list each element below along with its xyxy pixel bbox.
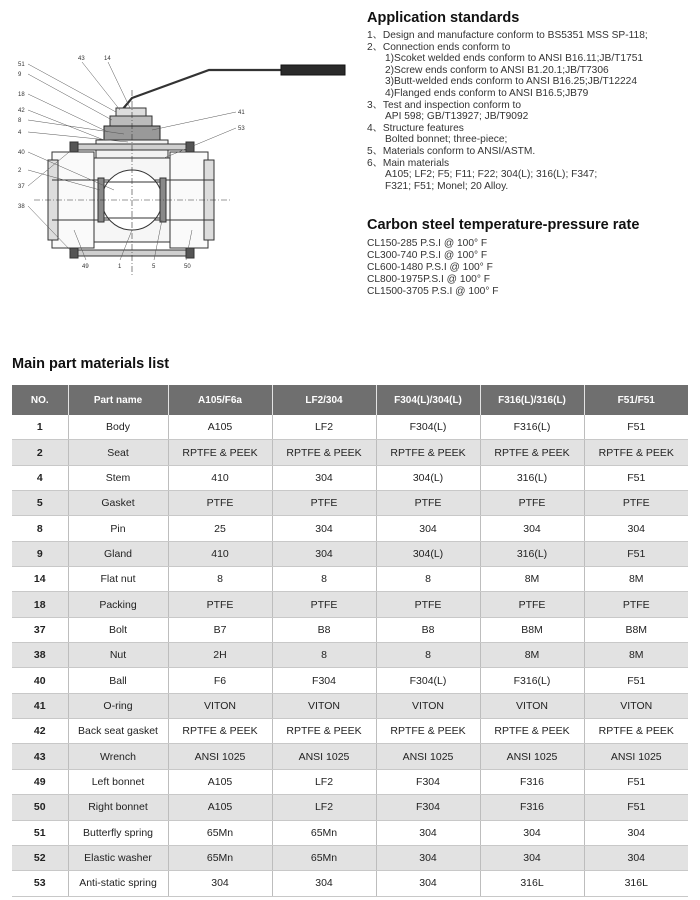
material-cell: F304	[376, 769, 480, 794]
pressure-rating-item: CL150-285 P.S.I @ 100° F	[367, 238, 488, 250]
material-cell: RPTFE & PEEK	[584, 719, 688, 744]
material-cell: 410	[168, 465, 272, 490]
part-name-cell: Stem	[68, 465, 168, 490]
standard-item	[367, 123, 697, 135]
standard-text: Main materials	[382, 157, 450, 169]
material-cell: RPTFE & PEEK	[376, 719, 480, 744]
standard-number: 5、	[367, 145, 383, 157]
material-cell: 410	[168, 541, 272, 566]
valve-cross-section-drawing	[4, 30, 360, 280]
part-name-cell: Gasket	[68, 491, 168, 516]
callout-label: 18	[18, 92, 25, 98]
table-row	[12, 592, 688, 617]
material-cell: ANSI 1025	[376, 744, 480, 769]
part-name-cell: Ball	[68, 668, 168, 693]
part-number-cell: 51	[12, 820, 68, 845]
material-cell: RPTFE & PEEK	[272, 440, 376, 465]
standard-subitem: F321; F51; Monel; 20 Alloy.	[385, 180, 509, 192]
material-cell: VITON	[272, 693, 376, 718]
part-name-cell: Nut	[68, 643, 168, 668]
material-cell: 316L	[584, 871, 688, 896]
callout-label: 5	[152, 264, 156, 270]
wrench-handle	[122, 70, 289, 110]
table-row	[12, 668, 688, 693]
application-standards-list	[367, 30, 697, 192]
material-cell: VITON	[584, 693, 688, 718]
material-cell: 2H	[168, 643, 272, 668]
table-row	[12, 415, 688, 440]
material-cell: 8	[272, 567, 376, 592]
material-cell: 304	[376, 820, 480, 845]
material-cell: F316(L)	[480, 668, 584, 693]
table-header-row	[12, 385, 688, 415]
pressure-rating-item: CL600-1480 P.S.I @ 100° F	[367, 262, 493, 274]
material-cell: VITON	[480, 693, 584, 718]
material-cell: B8M	[480, 617, 584, 642]
table-row	[12, 541, 688, 566]
material-cell: ANSI 1025	[168, 744, 272, 769]
material-cell: F304(L)	[376, 415, 480, 440]
standard-item	[367, 30, 697, 42]
callout-label: 14	[104, 56, 111, 62]
material-cell: RPTFE & PEEK	[272, 719, 376, 744]
callout-label: 51	[18, 62, 25, 68]
callout-label: 4	[18, 130, 22, 136]
callout-label: 38	[18, 204, 25, 210]
standard-text: Structure features	[382, 122, 464, 134]
material-cell: VITON	[376, 693, 480, 718]
callout-label: 37	[18, 184, 25, 190]
material-cell: 304(L)	[376, 465, 480, 490]
material-cell: 304(L)	[376, 541, 480, 566]
material-cell: ANSI 1025	[480, 744, 584, 769]
material-cell: PTFE	[376, 592, 480, 617]
callout-label: 2	[18, 168, 22, 174]
part-number-cell: 18	[12, 592, 68, 617]
table-row	[12, 491, 688, 516]
callout-label: 41	[238, 110, 245, 116]
standard-number: 6、	[367, 157, 383, 169]
standard-item	[367, 42, 697, 54]
table-row	[12, 845, 688, 870]
table-row	[12, 693, 688, 718]
column-header: F304(L)/304(L)	[376, 385, 480, 415]
part-name-cell: Body	[68, 415, 168, 440]
material-cell: 8M	[584, 643, 688, 668]
material-cell: 304	[376, 516, 480, 541]
column-header: LF2/304	[272, 385, 376, 415]
material-cell: 8M	[584, 567, 688, 592]
part-name-cell: Butterfly spring	[68, 820, 168, 845]
material-cell: 65Mn	[168, 820, 272, 845]
material-cell: 304	[480, 845, 584, 870]
part-name-cell: Bolt	[68, 617, 168, 642]
material-cell: PTFE	[272, 592, 376, 617]
part-number-cell: 14	[12, 567, 68, 592]
material-cell: F51	[584, 541, 688, 566]
temperature-pressure-list	[367, 238, 697, 298]
part-name-cell: O-ring	[68, 693, 168, 718]
material-cell: 8	[376, 643, 480, 668]
callout-label: 49	[82, 264, 89, 270]
callout-label: 43	[78, 56, 85, 62]
table-body	[12, 415, 688, 896]
part-number-cell: 50	[12, 795, 68, 820]
material-cell: 316(L)	[480, 465, 584, 490]
part-name-cell: Wrench	[68, 744, 168, 769]
standard-subitem: 4)Flanged ends conform to ANSI B16.5;JB79	[385, 87, 589, 99]
material-cell: 65Mn	[168, 845, 272, 870]
part-number-cell: 4	[12, 465, 68, 490]
part-number-cell: 8	[12, 516, 68, 541]
material-cell: F316	[480, 795, 584, 820]
gland	[110, 116, 152, 126]
table-row	[12, 465, 688, 490]
material-cell: 65Mn	[272, 845, 376, 870]
material-cell: F304(L)	[376, 668, 480, 693]
material-cell: 304	[480, 820, 584, 845]
wrench-grip	[281, 65, 345, 75]
callout-label: 9	[18, 72, 22, 78]
part-number-cell: 49	[12, 769, 68, 794]
material-cell: A105	[168, 769, 272, 794]
part-name-cell: Seat	[68, 440, 168, 465]
standard-number: 2、	[367, 41, 383, 53]
table-row	[12, 820, 688, 845]
material-cell: RPTFE & PEEK	[480, 440, 584, 465]
part-number-cell: 2	[12, 440, 68, 465]
material-cell: 8	[168, 567, 272, 592]
material-cell: 8M	[480, 567, 584, 592]
standard-subitem: 3)Butt-welded ends conform to ANSI B16.25;JB/T12224	[385, 76, 638, 88]
part-number-cell: 43	[12, 744, 68, 769]
material-cell: 316(L)	[480, 541, 584, 566]
material-cell: RPTFE & PEEK	[168, 440, 272, 465]
material-cell: F304	[272, 668, 376, 693]
part-name-cell: Flat nut	[68, 567, 168, 592]
part-number-cell: 38	[12, 643, 68, 668]
material-cell: PTFE	[584, 592, 688, 617]
material-cell: ANSI 1025	[272, 744, 376, 769]
part-name-cell: Back seat gasket	[68, 719, 168, 744]
right-column	[367, 9, 697, 298]
material-cell: A105	[168, 795, 272, 820]
standard-text: Materials conform to ANSI/ASTM.	[382, 145, 536, 157]
material-cell: LF2	[272, 415, 376, 440]
stem-nut	[116, 108, 146, 116]
material-cell: F51	[584, 668, 688, 693]
table-row	[12, 567, 688, 592]
material-cell: 65Mn	[272, 820, 376, 845]
material-cell: 304	[584, 820, 688, 845]
material-cell: 304	[480, 516, 584, 541]
part-number-cell: 9	[12, 541, 68, 566]
callout-label: 42	[18, 108, 25, 114]
material-cell: F51	[584, 415, 688, 440]
material-cell: RPTFE & PEEK	[168, 719, 272, 744]
temperature-pressure-title: Carbon steel temperature-pressure rate	[367, 217, 640, 234]
part-number-cell: 1	[12, 415, 68, 440]
standard-number: 1、	[367, 30, 383, 41]
part-name-cell: Left bonnet	[68, 769, 168, 794]
part-number-cell: 37	[12, 617, 68, 642]
material-cell: 304	[272, 516, 376, 541]
column-header: F316(L)/316(L)	[480, 385, 584, 415]
material-cell: B8	[376, 617, 480, 642]
material-cell: F51	[584, 465, 688, 490]
part-number-cell: 40	[12, 668, 68, 693]
part-number-cell: 42	[12, 719, 68, 744]
material-cell: 304	[272, 465, 376, 490]
part-name-cell: Right bonnet	[68, 795, 168, 820]
material-cell: 304	[168, 871, 272, 896]
material-cell: PTFE	[376, 491, 480, 516]
material-cell: 304	[376, 845, 480, 870]
material-cell: 316L	[480, 871, 584, 896]
pressure-rating-item: CL300-740 P.S.I @ 100° F	[367, 250, 488, 262]
application-standards-title: Application standards	[367, 10, 520, 26]
standard-item	[367, 158, 697, 170]
part-number-cell: 52	[12, 845, 68, 870]
material-cell: 8	[376, 567, 480, 592]
standard-subitem: 2)Screw ends conform to ANSI B1.20.1;JB/T7306	[385, 64, 609, 76]
standard-number: 3、	[367, 99, 383, 111]
part-name-cell: Pin	[68, 516, 168, 541]
material-cell: PTFE	[272, 491, 376, 516]
material-cell: 8M	[480, 643, 584, 668]
part-name-cell: Packing	[68, 592, 168, 617]
standard-text: Test and inspection conform to	[382, 99, 522, 111]
material-cell: B8	[272, 617, 376, 642]
material-cell: 304	[584, 845, 688, 870]
material-cell: PTFE	[168, 592, 272, 617]
table-row	[12, 769, 688, 794]
material-cell: B7	[168, 617, 272, 642]
callout-label: 53	[238, 126, 245, 132]
material-cell: B8M	[584, 617, 688, 642]
standard-number: 4、	[367, 122, 383, 134]
material-cell: F316	[480, 769, 584, 794]
material-cell: LF2	[272, 795, 376, 820]
table-row	[12, 795, 688, 820]
table-row	[12, 617, 688, 642]
material-cell: PTFE	[480, 592, 584, 617]
material-cell: F316(L)	[480, 415, 584, 440]
table-row	[12, 516, 688, 541]
material-cell: F304	[376, 795, 480, 820]
standard-subitem: Bolted bonnet; three-piece;	[385, 134, 508, 146]
callout-label: 8	[18, 118, 22, 124]
callout-label: 50	[184, 264, 191, 270]
callout-label: 1	[118, 264, 122, 270]
standard-subitem: 1)Scoket welded ends conform to ANSI B16.11;JB/T1751	[385, 53, 644, 65]
material-cell: F51	[584, 795, 688, 820]
material-cell: 304	[272, 541, 376, 566]
part-name-cell: Gland	[68, 541, 168, 566]
material-cell: 304	[376, 871, 480, 896]
material-cell: PTFE	[480, 491, 584, 516]
pressure-rating-item: CL800-1975P.S.I @ 100° F	[367, 274, 490, 286]
column-header: F51/F51	[584, 385, 688, 415]
materials-list-title: Main part materials list	[12, 356, 170, 372]
callout-label: 40	[18, 150, 25, 156]
material-cell: 304	[584, 516, 688, 541]
material-cell: F6	[168, 668, 272, 693]
material-cell: 304	[272, 871, 376, 896]
material-cell: A105	[168, 415, 272, 440]
pressure-rating-item: CL1500-3705 P.S.I @ 100° F	[367, 286, 499, 298]
part-name-cell: Anti-static spring	[68, 871, 168, 896]
part-number-cell: 53	[12, 871, 68, 896]
table-row	[12, 744, 688, 769]
standard-item	[367, 146, 697, 158]
standard-item	[367, 100, 697, 112]
materials-table	[12, 385, 688, 897]
part-name-cell: Elastic washer	[68, 845, 168, 870]
material-cell: F51	[584, 769, 688, 794]
table-row	[12, 871, 688, 896]
material-cell: PTFE	[584, 491, 688, 516]
material-cell: ANSI 1025	[584, 744, 688, 769]
standard-text: Connection ends conform to	[382, 41, 511, 53]
standard-subitem: API 598; GB/T13927; JB/T9092	[385, 111, 529, 123]
standard-subitem: A105; LF2; F5; F11; F22; 304(L); 316(L); F347;	[385, 169, 598, 181]
column-header: NO.	[12, 385, 68, 415]
material-cell: 8	[272, 643, 376, 668]
material-cell: RPTFE & PEEK	[376, 440, 480, 465]
material-cell: LF2	[272, 769, 376, 794]
material-cell: VITON	[168, 693, 272, 718]
table-row	[12, 643, 688, 668]
part-number-cell: 41	[12, 693, 68, 718]
table-row	[12, 719, 688, 744]
table-row	[12, 440, 688, 465]
column-header: Part name	[68, 385, 168, 415]
column-header: A105/F6a	[168, 385, 272, 415]
part-number-cell: 5	[12, 491, 68, 516]
material-cell: PTFE	[168, 491, 272, 516]
standard-text: Design and manufacture conform to BS5351 MSS SP-118;	[382, 30, 648, 41]
material-cell: 25	[168, 516, 272, 541]
material-cell: RPTFE & PEEK	[584, 440, 688, 465]
material-cell: RPTFE & PEEK	[480, 719, 584, 744]
